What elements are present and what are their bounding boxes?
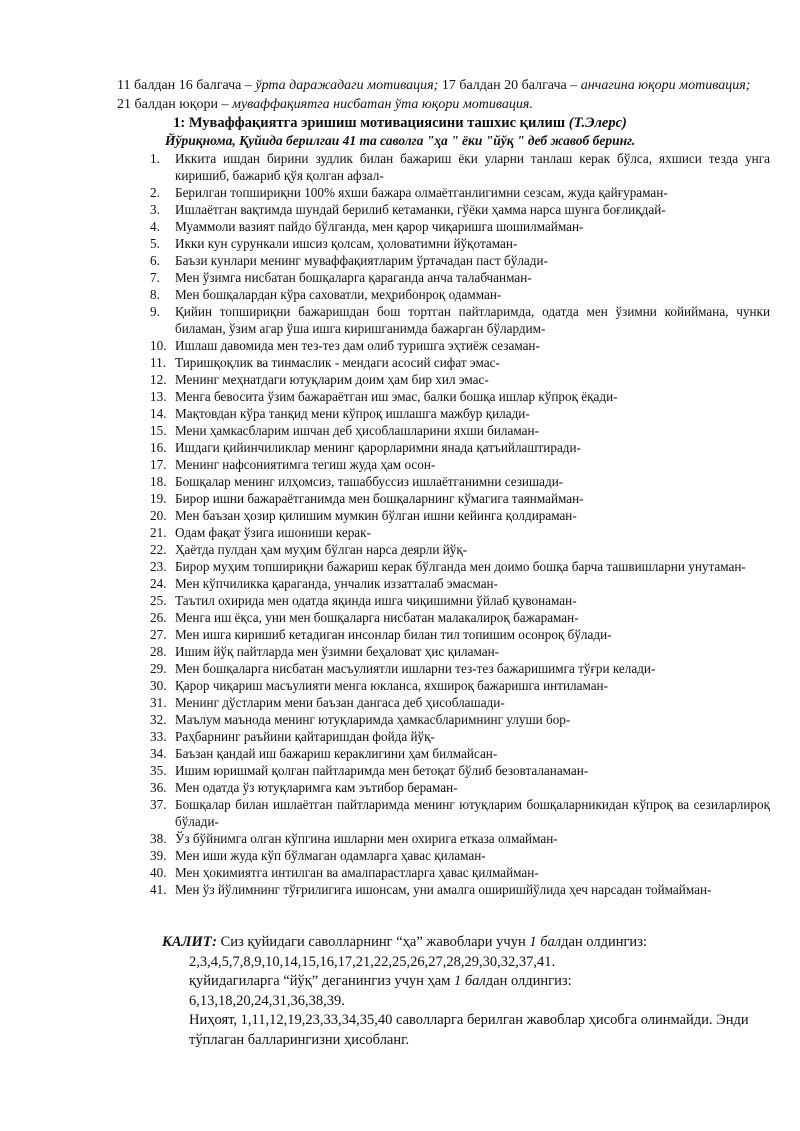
- list-item: [150, 541, 770, 558]
- list-item: [150, 456, 770, 473]
- answer-key: [162, 933, 762, 1050]
- list-item: [150, 660, 770, 677]
- intro-level-1: ўрта даражадаги мотивация;: [255, 78, 439, 93]
- question-number: 34.: [150, 746, 167, 761]
- question-text: Бошқалар менинг илҳомсиз, ташаббуссиз ишлаётганимни сезишади-: [175, 474, 564, 489]
- question-number: 12.: [150, 372, 167, 387]
- question-text: Ишдаги қийинчиликлар менинг қарорларимни янада қатъийлаштиради-: [175, 440, 581, 455]
- list-item: [150, 473, 770, 490]
- key-yes-list: 2,3,4,5,7,8,9,10,14,15,16,17,21,22,25,26,27,28,29,30,32,37,41.: [189, 953, 556, 970]
- list-item: [150, 405, 770, 422]
- question-number: 29.: [150, 661, 167, 676]
- scoring-intro: [117, 76, 757, 114]
- question-number: 6.: [150, 253, 160, 268]
- list-item: [150, 218, 770, 235]
- question-number: 21.: [150, 525, 167, 540]
- question-text: Маълум маънода менинг ютуқларимда ҳамкасбларимнинг улуши бор-: [175, 712, 571, 727]
- list-item: [150, 507, 770, 524]
- question-number: 23.: [150, 559, 167, 574]
- question-text: Мақтовдан кўра танқид мени кўпроқ ишлашга мажбур қилади-: [175, 406, 530, 421]
- question-text: Менга иш ёқса, уни мен бошқаларга нисбатан малакалироқ бажараман-: [175, 610, 579, 625]
- list-item: [150, 184, 770, 201]
- question-number: 2.: [150, 185, 160, 200]
- question-number: 11.: [150, 355, 166, 370]
- question-number: 1.: [150, 151, 160, 166]
- list-item: [150, 779, 770, 796]
- question-number: 35.: [150, 763, 167, 778]
- question-number: 37.: [150, 797, 167, 812]
- section-title: [0, 114, 800, 132]
- list-item: [150, 694, 770, 711]
- question-number: 26.: [150, 610, 167, 625]
- question-text: Таътил охирида мен одатда яқинда ишга чиқишимни ўйлаб қувонаман-: [175, 593, 577, 608]
- question-number: 10.: [150, 338, 167, 353]
- question-text: Иккита ишдан бирини зудлик билан бажариш ёки уларни танлаш керак бўлса, яхшиси тезда унга киришиб, бажариб қўя қолган афзал-: [175, 151, 770, 183]
- title-main: 1: Муваффақиятга эришиш мотивациясини ташхис қилиш: [173, 115, 569, 131]
- question-number: 15.: [150, 423, 167, 438]
- question-number: 9.: [150, 304, 160, 319]
- question-number: 13.: [150, 389, 167, 404]
- question-text: Қарор чиқариш масъулияти менга юкланса, яхшироқ бажаришга интиламан-: [175, 678, 609, 693]
- question-text: Одам фақат ўзига ишониши керак-: [175, 525, 371, 540]
- question-text: Мен ўзимга нисбатан бошқаларга қараганда анча талабчанман-: [175, 270, 532, 285]
- question-text: Ишим юришмай қолган пайтларимда мен бетоқат бўлиб безовталанаман-: [175, 763, 589, 778]
- list-item: [150, 677, 770, 694]
- question-number: 28.: [150, 644, 167, 659]
- list-item: [150, 847, 770, 864]
- question-text: Ишим йўқ пайтларда мен ўзимни беҳаловат ҳис қиламан-: [175, 644, 500, 659]
- question-text: Мен одатда ўз ютуқларимга кам эътибор бераман-: [175, 780, 458, 795]
- question-text: Мен ҳокимиятга интилган ва амалпарастларга ҳавас қилмайман-: [175, 865, 539, 880]
- question-text: Икки кун сурункали ишсиз қолсам, ҳоловатимни йўқотаман-: [175, 236, 518, 251]
- list-item: [150, 371, 770, 388]
- question-number: 41.: [150, 882, 167, 897]
- question-number: 33.: [150, 729, 167, 744]
- list-item: [150, 575, 770, 592]
- question-text: Баъзан қандай иш бажариш кераклигини ҳам билмайсан-: [175, 746, 498, 761]
- list-item: [150, 439, 770, 456]
- question-number: 30.: [150, 678, 167, 693]
- list-item: [150, 490, 770, 507]
- list-item: [150, 626, 770, 643]
- list-item: [150, 235, 770, 252]
- list-item: [150, 286, 770, 303]
- question-number: 14.: [150, 406, 167, 421]
- intro-level-3: муваффақиятга нисбатан ўта юқори мотивация.: [232, 97, 533, 112]
- instruction: Йўриқнома, Қуйида берилгаи 41 та саволга "ҳа " ёки "йўқ " деб жавоб беринг.: [165, 133, 636, 148]
- question-number: 25.: [150, 593, 167, 608]
- question-text: Мен кўпчиликка қараганда, унчалик иззатталаб эмасман-: [175, 576, 498, 591]
- list-item: [150, 762, 770, 779]
- question-text: Мен баъзан ҳозир қилишим мумкин бўлган ишни кейинга қолдираман-: [175, 508, 577, 523]
- question-number: 27.: [150, 627, 167, 642]
- question-list: [150, 150, 770, 898]
- question-text: Муаммоли вазият пайдо бўлганда, мен қарор чиқаришга шошилмайман-: [175, 219, 584, 234]
- question-text: Менинг дўстларим мени баъзан дангаса деб ҳисоблашади-: [175, 695, 505, 710]
- list-item: [150, 558, 770, 575]
- question-number: 39.: [150, 848, 167, 863]
- question-text: Қийин топшириқни бажаришдан бош тортган пайтларимда, одатда мен ўзимни койиймана, чунки биламан, ўзим агар ўша ишга киришганимда бажарган бўлардим-: [175, 304, 770, 336]
- list-item: [150, 643, 770, 660]
- list-item: [150, 711, 770, 728]
- intro-level-2: анчагина юқори мотивация;: [580, 78, 751, 93]
- key-line3-a: қуйидагиларга “йўқ” деганингиз учун ҳам: [189, 973, 455, 989]
- list-item: [150, 864, 770, 881]
- question-number: 20.: [150, 508, 167, 523]
- question-number: 38.: [150, 831, 167, 846]
- list-item: [150, 252, 770, 269]
- list-item: [150, 354, 770, 371]
- question-number: 5.: [150, 236, 160, 251]
- title-author: (Т.Элерс): [568, 115, 627, 131]
- key-line1-b: 1 бал: [529, 934, 562, 950]
- intro-text-2: 17 балдан 20 балгача –: [438, 78, 581, 93]
- question-number: 3.: [150, 202, 160, 217]
- list-item: [150, 303, 770, 337]
- question-text: Берилган топшириқни 100% яхши бажара олмаётганлигимни сезсам, жуда қайғураман-: [175, 185, 668, 200]
- question-number: 18.: [150, 474, 167, 489]
- intro-text-1: 11 балдан 16 балгача –: [117, 78, 256, 93]
- key-label: КАЛИТ:: [162, 934, 217, 950]
- question-text: Бирор муҳим топшириқни бажариш керак бўлганда мен доимо бошқа барча ташвишларни унутаман-: [175, 559, 746, 574]
- question-number: 7.: [150, 270, 160, 285]
- list-item: [150, 881, 770, 898]
- list-item: [150, 728, 770, 745]
- question-text: Мен ишга киришиб кетадиган инсонлар билан тил топишим осонроқ бўлади-: [175, 627, 612, 642]
- key-no-list: 6,13,18,20,24,31,36,38,39.: [189, 992, 345, 1009]
- question-number: 4.: [150, 219, 160, 234]
- list-item: [150, 201, 770, 218]
- intro-text-3: 21 балдан юқори –: [117, 97, 233, 112]
- question-number: 32.: [150, 712, 167, 727]
- list-item: [150, 422, 770, 439]
- question-text: Ҳаётда пулдан ҳам муҳим бўлган нарса деярли йўқ-: [175, 542, 468, 557]
- question-number: 17.: [150, 457, 167, 472]
- question-text: Раҳбарнинг раъйини қайтаришдан фойда йўқ-: [175, 729, 435, 744]
- question-number: 24.: [150, 576, 167, 591]
- question-text: Менинг меҳнатдаги ютуқларим доим ҳам бир хил эмас-: [175, 372, 489, 387]
- question-text: Бирор ишни бажараётганимда мен бошқаларнинг кўмагига таянмайман-: [175, 491, 584, 506]
- question-text: Мен ўз йўлимнинг тўғрилигига ишонсам, уни амалга оширишйўлида ҳеч нарсадан тоймайман-: [175, 882, 712, 897]
- question-text: Мен бошқаларга нисбатан масъулиятли ишларни тез-тез бажаришимга тўғри келади-: [175, 661, 656, 676]
- list-item: [150, 524, 770, 541]
- question-number: 40.: [150, 865, 167, 880]
- question-text: Мен бошқалардан кўра саховатли, меҳрибонроқ одамман-: [175, 287, 502, 302]
- question-text: Ишлаш давомида мен тез-тез дам олиб туришга эҳтиёж сезаман-: [175, 338, 540, 353]
- question-text: Тиришқоқлик ва тинмаслик - мендаги асосий сифат эмас-: [175, 355, 500, 370]
- list-item: [150, 150, 770, 184]
- question-text: Бошқалар билан ишлаётган пайтларимда менинг ютуқларим бошқаларникидан кўпроқ ва сезиларлироқ бўлади-: [175, 797, 770, 829]
- question-text: Менга бевосита ўзим бажараётган иш эмас, балки бошқа ишлар кўпроқ ёқади-: [175, 389, 618, 404]
- list-item: [150, 269, 770, 286]
- key-line3-c: дан олдингиз:: [485, 973, 572, 989]
- list-item: [150, 830, 770, 847]
- list-item: [150, 337, 770, 354]
- key-final: [162, 1011, 762, 1050]
- list-item: [150, 609, 770, 626]
- question-text: Мени ҳамкасбларим ишчан деб ҳисоблашларини яхши биламан-: [175, 423, 539, 438]
- question-text: Ўз бўйнимга олган кўпгина ишларни мен охирига етказа олмайман-: [175, 831, 558, 846]
- list-item: [150, 796, 770, 830]
- question-number: 31.: [150, 695, 167, 710]
- question-number: 36.: [150, 780, 167, 795]
- question-number: 16.: [150, 440, 167, 455]
- question-number: 8.: [150, 287, 160, 302]
- question-number: 19.: [150, 491, 167, 506]
- list-item: [150, 388, 770, 405]
- key-line1-c: дан олдингиз:: [561, 934, 647, 950]
- key-line1-a: Сиз қуйидаги саволларнинг “ҳа” жавоблари учун: [216, 934, 530, 950]
- key-line3-b: 1 бал: [454, 973, 486, 989]
- list-item: [150, 745, 770, 762]
- list-item: [150, 592, 770, 609]
- question-number: 22.: [150, 542, 167, 557]
- question-text: Мен иши жуда кўп бўлмаган одамларга ҳавас қиламан-: [175, 848, 486, 863]
- question-text: Баъзи кунлари менинг муваффақиятларим ўртачадан паст бўлади-: [175, 253, 548, 268]
- question-text: Ишлаётган вақтимда шундай берилиб кетаманки, гўёки ҳамма нарса шунга боғлиқдай-: [175, 202, 666, 217]
- question-text: Менинг нафсониятимга тегиш жуда ҳам осон-: [175, 457, 436, 472]
- key-final-text: Ниҳоят, 1,11,12,19,23,33,34,35,40 саволларга берилган жавоблар ҳисобга олинмайди. Энди тўплаган балларингизни ҳисобланг.: [189, 1012, 749, 1048]
